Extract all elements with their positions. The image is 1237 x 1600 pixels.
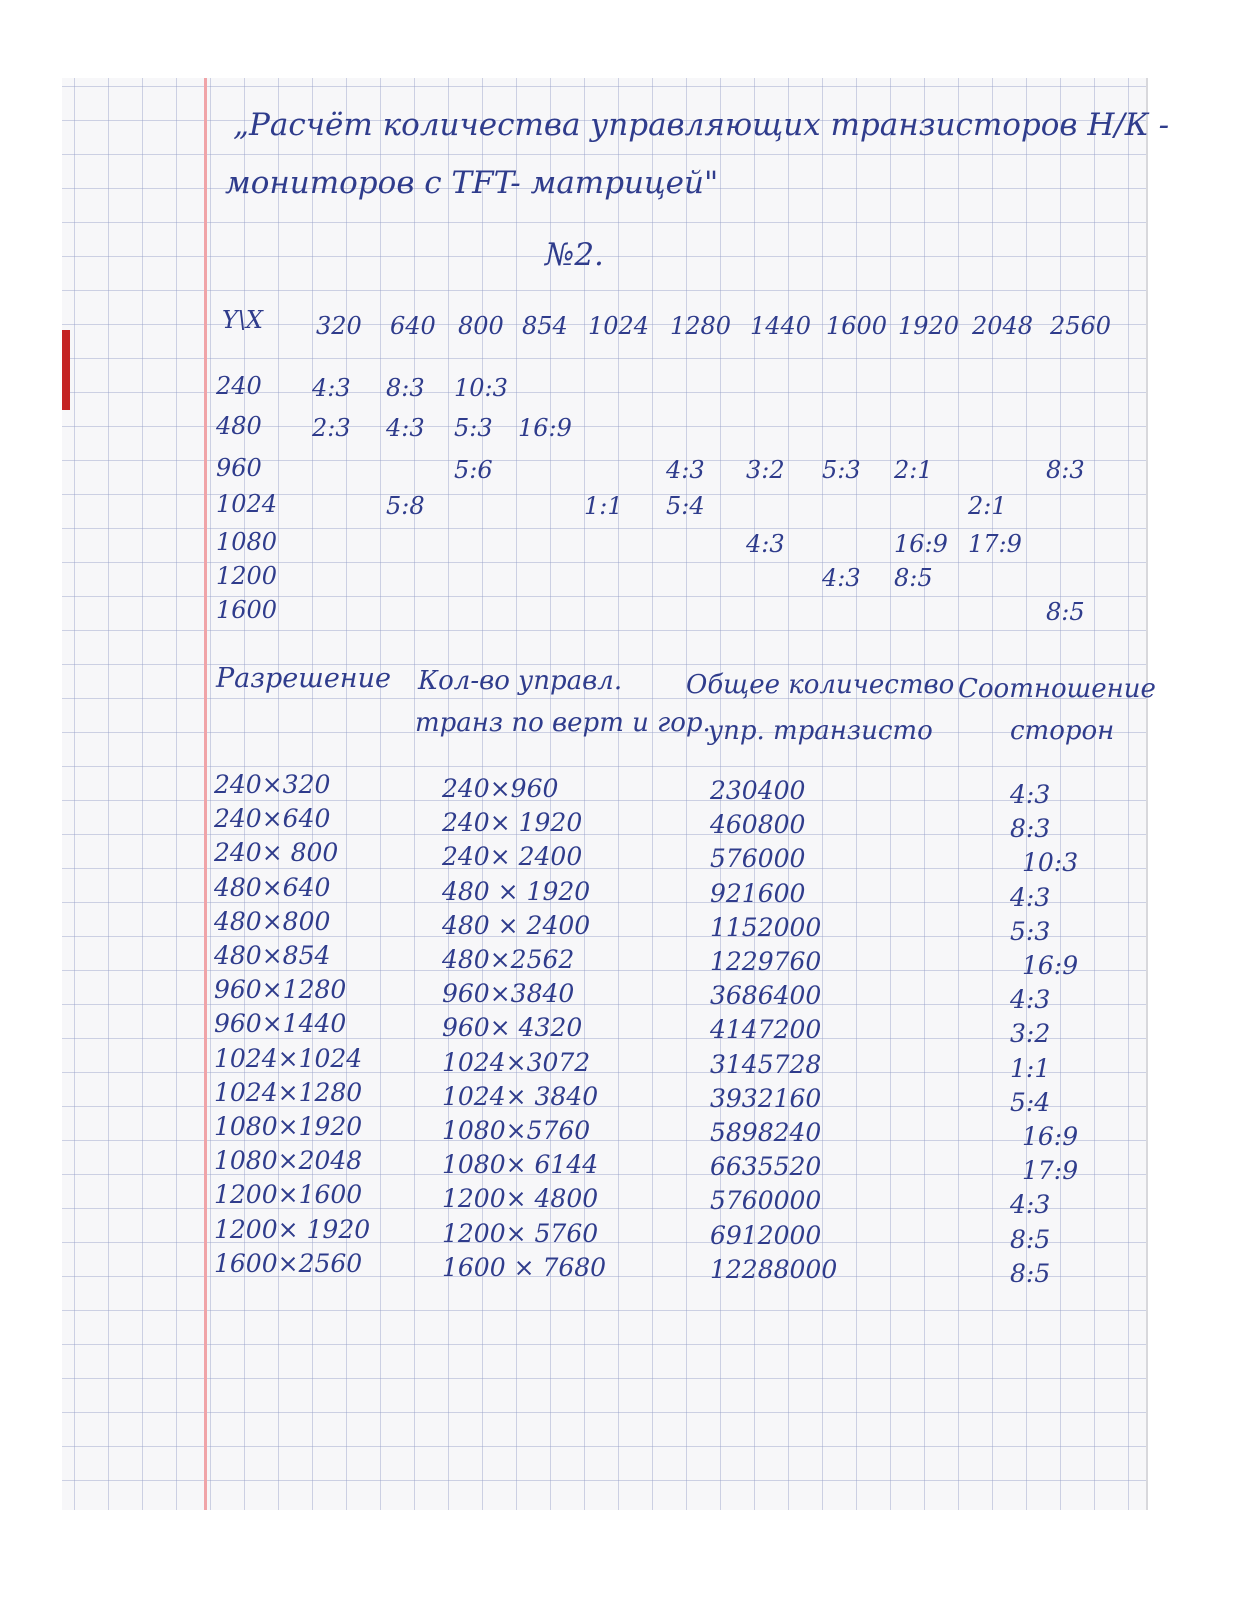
matrix-cell: 4:3 xyxy=(312,374,351,402)
title-line-2: мониторов с TFT- матрицей" xyxy=(225,165,719,201)
table-cell-resolution: 480×800 xyxy=(214,906,331,936)
table-cell-total: 230400 xyxy=(710,776,806,805)
matrix-column-header: 854 xyxy=(522,312,568,340)
matrix-column-header: 2560 xyxy=(1050,312,1112,340)
table-cell-resolution: 1200×1600 xyxy=(214,1180,363,1210)
header-count-sub: транз по верт и гор. xyxy=(415,708,711,738)
table-cell-resolution: 960×1440 xyxy=(214,1009,347,1039)
matrix-cell: 16:9 xyxy=(894,530,948,558)
binding-red-mark xyxy=(62,330,70,410)
matrix-column-header: 1440 xyxy=(750,312,812,340)
matrix-column-header: 640 xyxy=(390,312,436,340)
table-cell-resolution: 240× 800 xyxy=(214,838,339,868)
table-cell-total: 4147200 xyxy=(710,1015,822,1045)
table-cell-ratio: 5:3 xyxy=(1010,916,1051,946)
matrix-cell: 1:1 xyxy=(584,492,623,520)
table-cell-ratio: 4:3 xyxy=(1010,985,1051,1015)
table-cell-resolution: 480×640 xyxy=(214,872,331,902)
header-count: Кол-во управл. xyxy=(418,666,623,696)
table-cell-total: 3686400 xyxy=(710,981,822,1011)
matrix-column-header: 320 xyxy=(316,312,362,340)
table-cell-total: 6912000 xyxy=(710,1220,822,1250)
matrix-row-header: 1600 xyxy=(216,596,278,624)
table-cell-count: 960×3840 xyxy=(442,979,575,1009)
table-cell-resolution: 1080×2048 xyxy=(214,1146,363,1176)
matrix-cell: 8:5 xyxy=(894,564,933,592)
table-cell-total: 1152000 xyxy=(710,912,822,942)
matrix-row-header: 240 xyxy=(216,372,262,400)
matrix-cell: 5:3 xyxy=(822,456,861,484)
header-total: Общее количество xyxy=(686,670,955,700)
table-cell-count: 240× 1920 xyxy=(442,808,583,838)
table-cell-ratio: 8:3 xyxy=(1010,814,1051,844)
matrix-cell: 2:1 xyxy=(968,492,1007,520)
table-cell-count: 1024×3072 xyxy=(442,1047,591,1077)
table-cell-count: 960× 4320 xyxy=(442,1013,583,1043)
matrix-cell: 5:6 xyxy=(454,456,493,484)
matrix-column-header: 1600 xyxy=(826,312,888,340)
matrix-cell: 4:3 xyxy=(386,414,425,442)
matrix-cell: 4:3 xyxy=(666,456,705,484)
table-cell-count: 1200× 4800 xyxy=(442,1184,599,1214)
table-cell-ratio: 17:9 xyxy=(1022,1156,1079,1186)
matrix-cell: 17:9 xyxy=(968,530,1022,558)
table-cell-total: 921600 xyxy=(710,878,806,908)
table-cell-ratio: 3:2 xyxy=(1010,1019,1051,1049)
table-cell-total: 5898240 xyxy=(710,1118,822,1147)
table-cell-resolution: 240×320 xyxy=(214,770,331,799)
table-cell-count: 480 × 1920 xyxy=(442,876,591,906)
table-cell-resolution: 1600×2560 xyxy=(214,1248,363,1278)
table-cell-ratio: 4:3 xyxy=(1010,882,1051,912)
matrix-cell: 2:3 xyxy=(312,414,351,442)
table-cell-resolution: 1024×1280 xyxy=(214,1077,363,1107)
table-cell-resolution: 480×854 xyxy=(214,941,331,970)
title-number: №2. xyxy=(545,237,604,273)
table-cell-resolution: 1024×1024 xyxy=(214,1043,363,1073)
table-cell-ratio: 8:5 xyxy=(1010,1258,1051,1288)
table-cell-ratio: 8:5 xyxy=(1010,1224,1051,1254)
table-cell-total: 1229760 xyxy=(710,947,822,976)
matrix-column-header: 800 xyxy=(458,312,504,340)
margin-line xyxy=(204,78,207,1510)
table-cell-count: 480 × 2400 xyxy=(442,910,591,940)
matrix-cell: 5:4 xyxy=(666,492,705,520)
header-ratio-sub: сторон xyxy=(1010,716,1115,746)
table-cell-ratio: 16:9 xyxy=(1022,951,1079,980)
matrix-row-header: 960 xyxy=(216,454,262,482)
table-cell-resolution: 1200× 1920 xyxy=(214,1214,371,1244)
matrix-row-header: 1080 xyxy=(216,528,278,556)
matrix-cell: 5:3 xyxy=(454,414,493,442)
table-cell-resolution: 1080×1920 xyxy=(214,1112,363,1141)
table-cell-count: 1080× 6144 xyxy=(442,1150,599,1180)
matrix-column-header: 1024 xyxy=(588,312,650,340)
table-cell-count: 240× 2400 xyxy=(442,842,583,872)
table-cell-count: 480×2562 xyxy=(442,945,575,974)
table-cell-total: 576000 xyxy=(710,844,806,874)
table-cell-total: 5760000 xyxy=(710,1186,822,1216)
table-cell-ratio: 5:4 xyxy=(1010,1087,1051,1117)
matrix-column-header: 1920 xyxy=(898,312,960,340)
table-cell-ratio: 10:3 xyxy=(1022,848,1079,878)
table-cell-resolution: 960×1280 xyxy=(214,975,347,1005)
table-cell-total: 6635520 xyxy=(710,1152,822,1182)
matrix-corner-label: Y\X xyxy=(222,306,264,334)
matrix-cell: 4:3 xyxy=(822,564,861,592)
table-cell-resolution: 240×640 xyxy=(214,804,331,834)
table-cell-count: 1600 × 7680 xyxy=(442,1252,607,1282)
matrix-column-header: 2048 xyxy=(972,312,1034,340)
table-cell-ratio: 4:3 xyxy=(1010,1190,1051,1220)
table-cell-ratio: 4:3 xyxy=(1010,780,1051,809)
table-cell-count: 1024× 3840 xyxy=(442,1081,599,1111)
matrix-cell: 5:8 xyxy=(386,492,425,520)
table-cell-ratio: 1:1 xyxy=(1010,1053,1051,1083)
matrix-cell: 10:3 xyxy=(454,374,508,402)
table-cell-count: 1200× 5760 xyxy=(442,1218,599,1248)
matrix-row-header: 1024 xyxy=(216,490,278,518)
matrix-cell: 3:2 xyxy=(746,456,785,484)
header-ratio: Соотношение xyxy=(958,674,1156,704)
matrix-row-header: 480 xyxy=(216,412,262,440)
matrix-column-header: 1280 xyxy=(670,312,732,340)
matrix-cell: 8:3 xyxy=(386,374,425,402)
table-cell-total: 12288000 xyxy=(710,1254,838,1284)
table-cell-total: 460800 xyxy=(710,810,806,840)
title-line-1: „Расчёт количества управляющих транзисторов Н/К - xyxy=(233,107,1170,143)
header-resolution: Разрешение xyxy=(216,663,391,694)
table-cell-count: 240×960 xyxy=(442,774,559,803)
matrix-cell: 2:1 xyxy=(894,456,933,484)
header-total-sub: упр. транзисто xyxy=(708,716,933,746)
table-cell-total: 3145728 xyxy=(710,1049,822,1079)
matrix-cell: 16:9 xyxy=(518,414,572,442)
matrix-row-header: 1200 xyxy=(216,562,278,590)
table-cell-count: 1080×5760 xyxy=(442,1116,591,1145)
matrix-cell: 8:5 xyxy=(1046,598,1085,626)
table-cell-ratio: 16:9 xyxy=(1022,1122,1079,1151)
table-cell-total: 3932160 xyxy=(710,1083,822,1113)
matrix-cell: 4:3 xyxy=(746,530,785,558)
matrix-cell: 8:3 xyxy=(1046,456,1085,484)
